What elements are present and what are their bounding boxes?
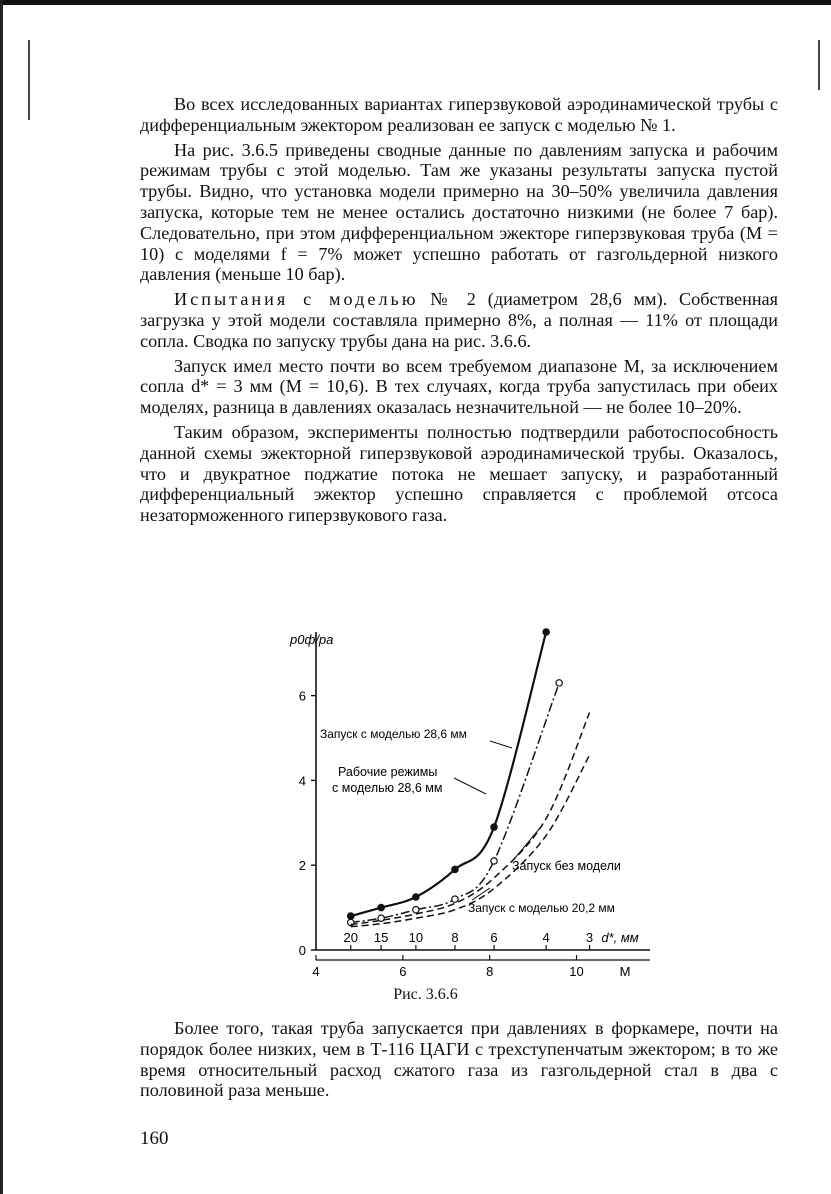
annotation-working-2: с моделью 28,6 мм (332, 781, 443, 795)
annotation-start-20: Запуск с моделью 20,2 мм (468, 901, 615, 915)
annotation-leader (454, 778, 486, 794)
scan-border-left (0, 0, 3, 1194)
d-tick-label: 6 (490, 930, 498, 945)
m-tick-label: 4 (312, 964, 320, 979)
annotation-start-28: Запуск с моделью 28,6 мм (320, 727, 467, 741)
d-tick-label: d*, мм (601, 930, 639, 945)
scan-mark-right (818, 40, 820, 90)
scan-mark-left (28, 40, 30, 120)
d-tick-label: 15 (373, 930, 389, 945)
d-tick-label: 8 (451, 930, 459, 945)
closing-paragraph: Более того, такая труба запускается при давлениях в форкамере, почти на порядок более низких, чем в Т-116 ЦАГИ с трехступенчатым эжектором; в то же время относительный расход сжатого газа из газгольдерной стал в два с половиной раза меньше. (140, 1018, 778, 1101)
data-point-0 (452, 866, 458, 872)
annotation-leader (490, 741, 512, 748)
d-tick-label: 20 (343, 930, 358, 945)
m-tick-label: 8 (486, 964, 494, 979)
tests-lead: Испытания с моделью (174, 289, 419, 310)
m-tick-label: M (619, 964, 631, 979)
m-tick-label: 10 (569, 964, 584, 979)
data-point-1 (452, 896, 458, 902)
body-text-bottom (140, 1018, 778, 1105)
y-tick-label: 6 (298, 688, 306, 704)
page-number: 160 (140, 1128, 169, 1149)
paragraph-2: На рис. 3.6.5 приведены сводные данные по давлениям запуска и рабочим режимам трубы с этой моделью. Там же указаны результаты запуска пустой трубы. Видно, что установка модели примерно на 30–50% увеличила давления запуска, которые тем не менее остались достаточно низкими (не более 7 бар). Следовательно, при этом дифференциальном эжекторе гиперзвуковая труба (М = 10) с моделями f = 7% может успешно работать от газгольдерной низкого давления (меньше 10 бар). (140, 139, 778, 285)
series-line-1 (351, 683, 559, 923)
scan-border-top (0, 0, 831, 5)
figure-caption: Рис. 3.6.6 (393, 986, 458, 1003)
y-axis-label: p0ф/pa (290, 632, 334, 647)
data-point-0 (378, 904, 384, 910)
body-text-top (140, 94, 778, 530)
annotation-working-1: Рабочие режимы (338, 765, 438, 779)
annotation-empty: Запуск без модели (512, 859, 621, 873)
d-tick-label: 4 (542, 930, 550, 945)
figure-3-6-6 (250, 628, 670, 1008)
m-tick-label: 6 (399, 964, 407, 979)
data-point-0 (491, 824, 497, 830)
tests-rest: № 2 (диаметром 28,6 мм). Собственная загрузка у этой модели составляла примерно 8%, а полная — 11% от площади сопла. Сводка по запуску трубы дана на рис. 3.6.6. (140, 289, 778, 351)
data-point-1 (413, 907, 419, 913)
annotation-leader (515, 828, 540, 858)
y-tick-label: 0 (298, 943, 306, 958)
data-point-1 (556, 680, 562, 686)
data-point-0 (413, 894, 419, 900)
y-tick-label: 2 (298, 858, 306, 874)
data-point-1 (491, 858, 497, 864)
d-tick-label: 3 (585, 930, 594, 945)
chart-svg (250, 628, 670, 1008)
paragraph-4: Таким образом, эксперименты полностью подтвердили работоспособность данной схемы эжекторной гиперзвуковой аэродинамической трубы. Оказалось, что и двукратное поджатие потока не мешает запуску, и разработанный дифференциальный эжектор успешно справляется с проблемой отсоса незаторможенного гиперзвукового газа. (140, 421, 778, 526)
y-tick-label: 4 (298, 773, 306, 789)
data-point-0 (543, 629, 549, 635)
paragraph-tests (140, 289, 778, 351)
d-tick-label: 10 (408, 930, 424, 945)
data-point-0 (348, 913, 354, 919)
paragraph-3: Запуск имел место почти во всем требуемом диапазоне М, за исключением сопла d* = 3 мм (М = 10,6). В тех случаях, когда труба запустилась при обеих моделях, разница в давлениях оказалась незначительной — не более 10–20%. (140, 355, 778, 418)
paragraph-1: Во всех исследованных вариантах гиперзвуковой аэродинамической трубы с дифференциальным эжектором реализован ее запуск с моделью № 1. (140, 94, 778, 135)
